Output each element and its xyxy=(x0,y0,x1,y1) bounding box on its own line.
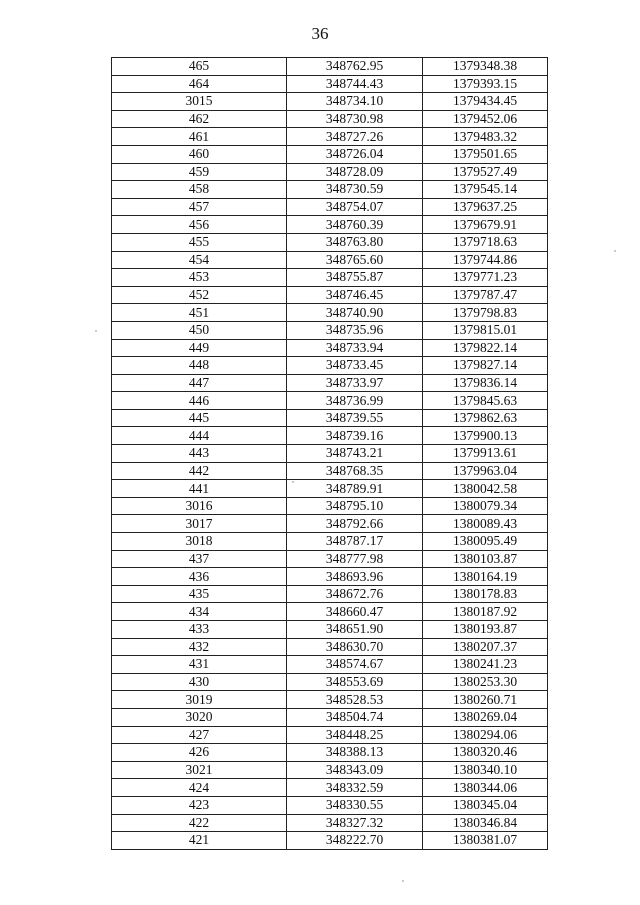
y-coordinate-cell: 1379836.14 xyxy=(423,374,548,392)
point-number-cell: 427 xyxy=(112,726,287,744)
y-coordinate-cell: 1380253.30 xyxy=(423,673,548,691)
table-row xyxy=(112,796,548,814)
table-row xyxy=(112,233,548,251)
y-coordinate-cell: 1380345.04 xyxy=(423,796,548,814)
y-coordinate-cell: 1379545.14 xyxy=(423,181,548,199)
point-number-cell: 3018 xyxy=(112,533,287,551)
point-number-cell: 421 xyxy=(112,832,287,850)
y-coordinate-cell: 1380207.37 xyxy=(423,638,548,656)
coordinates-table-body xyxy=(112,58,548,850)
x-coordinate-cell: 348730.59 xyxy=(287,181,423,199)
table-row xyxy=(112,533,548,551)
y-coordinate-cell: 1380193.87 xyxy=(423,621,548,639)
point-number-cell: 462 xyxy=(112,110,287,128)
y-coordinate-cell: 1380320.46 xyxy=(423,744,548,762)
x-coordinate-cell: 348553.69 xyxy=(287,673,423,691)
table-row xyxy=(112,726,548,744)
x-coordinate-cell: 348743.21 xyxy=(287,445,423,463)
table-row xyxy=(112,216,548,234)
point-number-cell: 455 xyxy=(112,233,287,251)
point-number-cell: 436 xyxy=(112,568,287,586)
y-coordinate-cell: 1379862.63 xyxy=(423,409,548,427)
x-coordinate-cell: 348746.45 xyxy=(287,286,423,304)
table-row xyxy=(112,58,548,76)
point-number-cell: 459 xyxy=(112,163,287,181)
y-coordinate-cell: 1379483.32 xyxy=(423,128,548,146)
y-coordinate-cell: 1379393.15 xyxy=(423,75,548,93)
coordinates-table xyxy=(111,57,548,850)
point-number-cell: 3015 xyxy=(112,93,287,111)
table-row xyxy=(112,691,548,709)
x-coordinate-cell: 348388.13 xyxy=(287,744,423,762)
table-row xyxy=(112,198,548,216)
y-coordinate-cell: 1379827.14 xyxy=(423,357,548,375)
x-coordinate-cell: 348728.09 xyxy=(287,163,423,181)
table-row xyxy=(112,321,548,339)
point-number-cell: 424 xyxy=(112,779,287,797)
y-coordinate-cell: 1379815.01 xyxy=(423,321,548,339)
y-coordinate-cell: 1379771.23 xyxy=(423,269,548,287)
point-number-cell: 448 xyxy=(112,357,287,375)
x-coordinate-cell: 348727.26 xyxy=(287,128,423,146)
point-number-cell: 426 xyxy=(112,744,287,762)
y-coordinate-cell: 1380079.34 xyxy=(423,497,548,515)
point-number-cell: 437 xyxy=(112,550,287,568)
y-coordinate-cell: 1379637.25 xyxy=(423,198,548,216)
page-number: 36 xyxy=(311,24,329,43)
table-row xyxy=(112,339,548,357)
table-row xyxy=(112,761,548,779)
x-coordinate-cell: 348735.96 xyxy=(287,321,423,339)
table-row xyxy=(112,163,548,181)
table-row xyxy=(112,427,548,445)
x-coordinate-cell: 348630.70 xyxy=(287,638,423,656)
x-coordinate-cell: 348760.39 xyxy=(287,216,423,234)
table-row xyxy=(112,75,548,93)
x-coordinate-cell: 348789.91 xyxy=(287,480,423,498)
table-row xyxy=(112,585,548,603)
y-coordinate-cell: 1380269.04 xyxy=(423,708,548,726)
point-number-cell: 449 xyxy=(112,339,287,357)
table-row xyxy=(112,93,548,111)
x-coordinate-cell: 348762.95 xyxy=(287,58,423,76)
table-row xyxy=(112,744,548,762)
x-coordinate-cell: 348734.10 xyxy=(287,93,423,111)
table-row xyxy=(112,110,548,128)
scan-speck xyxy=(95,330,97,332)
x-coordinate-cell: 348327.32 xyxy=(287,814,423,832)
y-coordinate-cell: 1379963.04 xyxy=(423,462,548,480)
x-coordinate-cell: 348733.45 xyxy=(287,357,423,375)
table-row xyxy=(112,550,548,568)
table-row xyxy=(112,480,548,498)
x-coordinate-cell: 348343.09 xyxy=(287,761,423,779)
y-coordinate-cell: 1380178.83 xyxy=(423,585,548,603)
point-number-cell: 465 xyxy=(112,58,287,76)
y-coordinate-cell: 1379798.83 xyxy=(423,304,548,322)
scan-speck xyxy=(402,880,404,882)
table-row xyxy=(112,656,548,674)
point-number-cell: 452 xyxy=(112,286,287,304)
x-coordinate-cell: 348672.76 xyxy=(287,585,423,603)
y-coordinate-cell: 1380260.71 xyxy=(423,691,548,709)
x-coordinate-cell: 348528.53 xyxy=(287,691,423,709)
y-coordinate-cell: 1380381.07 xyxy=(423,832,548,850)
x-coordinate-cell: 348660.47 xyxy=(287,603,423,621)
y-coordinate-cell: 1379452.06 xyxy=(423,110,548,128)
table-row xyxy=(112,145,548,163)
x-coordinate-cell: 348795.10 xyxy=(287,497,423,515)
table-row xyxy=(112,374,548,392)
table-row xyxy=(112,673,548,691)
point-number-cell: 430 xyxy=(112,673,287,691)
table-row xyxy=(112,497,548,515)
x-coordinate-cell: 348733.97 xyxy=(287,374,423,392)
x-coordinate-cell: 348736.99 xyxy=(287,392,423,410)
table-row xyxy=(112,392,548,410)
table-row xyxy=(112,357,548,375)
y-coordinate-cell: 1380042.58 xyxy=(423,480,548,498)
point-number-cell: 443 xyxy=(112,445,287,463)
point-number-cell: 3019 xyxy=(112,691,287,709)
scan-speck xyxy=(614,250,616,252)
x-coordinate-cell: 348740.90 xyxy=(287,304,423,322)
point-number-cell: 422 xyxy=(112,814,287,832)
table-row xyxy=(112,251,548,269)
table-row xyxy=(112,286,548,304)
table-row xyxy=(112,814,548,832)
table-row xyxy=(112,304,548,322)
x-coordinate-cell: 348765.60 xyxy=(287,251,423,269)
point-number-cell: 3016 xyxy=(112,497,287,515)
point-number-cell: 431 xyxy=(112,656,287,674)
y-coordinate-cell: 1380294.06 xyxy=(423,726,548,744)
table-row xyxy=(112,708,548,726)
y-coordinate-cell: 1379900.13 xyxy=(423,427,548,445)
x-coordinate-cell: 348330.55 xyxy=(287,796,423,814)
point-number-cell: 3021 xyxy=(112,761,287,779)
point-number-cell: 434 xyxy=(112,603,287,621)
y-coordinate-cell: 1380103.87 xyxy=(423,550,548,568)
y-coordinate-cell: 1380346.84 xyxy=(423,814,548,832)
point-number-cell: 461 xyxy=(112,128,287,146)
point-number-cell: 464 xyxy=(112,75,287,93)
point-number-cell: 433 xyxy=(112,621,287,639)
x-coordinate-cell: 348332.59 xyxy=(287,779,423,797)
point-number-cell: 3020 xyxy=(112,708,287,726)
x-coordinate-cell: 348739.16 xyxy=(287,427,423,445)
point-number-cell: 451 xyxy=(112,304,287,322)
x-coordinate-cell: 348792.66 xyxy=(287,515,423,533)
x-coordinate-cell: 348755.87 xyxy=(287,269,423,287)
x-coordinate-cell: 348504.74 xyxy=(287,708,423,726)
y-coordinate-cell: 1379679.91 xyxy=(423,216,548,234)
y-coordinate-cell: 1380344.06 xyxy=(423,779,548,797)
y-coordinate-cell: 1380187.92 xyxy=(423,603,548,621)
x-coordinate-cell: 348448.25 xyxy=(287,726,423,744)
y-coordinate-cell: 1379434.45 xyxy=(423,93,548,111)
x-coordinate-cell: 348730.98 xyxy=(287,110,423,128)
x-coordinate-cell: 348574.67 xyxy=(287,656,423,674)
x-coordinate-cell: 348693.96 xyxy=(287,568,423,586)
point-number-cell: 441 xyxy=(112,480,287,498)
point-number-cell: 460 xyxy=(112,145,287,163)
y-coordinate-cell: 1379501.65 xyxy=(423,145,548,163)
x-coordinate-cell: 348651.90 xyxy=(287,621,423,639)
point-number-cell: 423 xyxy=(112,796,287,814)
x-coordinate-cell: 348763.80 xyxy=(287,233,423,251)
table-row xyxy=(112,269,548,287)
y-coordinate-cell: 1380340.10 xyxy=(423,761,548,779)
point-number-cell: 442 xyxy=(112,462,287,480)
table-row xyxy=(112,568,548,586)
y-coordinate-cell: 1379787.47 xyxy=(423,286,548,304)
table-row xyxy=(112,462,548,480)
point-number-cell: 454 xyxy=(112,251,287,269)
x-coordinate-cell: 348733.94 xyxy=(287,339,423,357)
point-number-cell: 432 xyxy=(112,638,287,656)
table-row xyxy=(112,638,548,656)
table-row xyxy=(112,445,548,463)
table-row xyxy=(112,515,548,533)
y-coordinate-cell: 1379348.38 xyxy=(423,58,548,76)
point-number-cell: 458 xyxy=(112,181,287,199)
y-coordinate-cell: 1379527.49 xyxy=(423,163,548,181)
y-coordinate-cell: 1380095.49 xyxy=(423,533,548,551)
y-coordinate-cell: 1379845.63 xyxy=(423,392,548,410)
y-coordinate-cell: 1380241.23 xyxy=(423,656,548,674)
point-number-cell: 446 xyxy=(112,392,287,410)
scan-speck xyxy=(292,481,294,483)
point-number-cell: 444 xyxy=(112,427,287,445)
table-row xyxy=(112,409,548,427)
point-number-cell: 445 xyxy=(112,409,287,427)
x-coordinate-cell: 348739.55 xyxy=(287,409,423,427)
y-coordinate-cell: 1379913.61 xyxy=(423,445,548,463)
table-row xyxy=(112,779,548,797)
point-number-cell: 447 xyxy=(112,374,287,392)
table-row xyxy=(112,621,548,639)
y-coordinate-cell: 1380164.19 xyxy=(423,568,548,586)
point-number-cell: 435 xyxy=(112,585,287,603)
x-coordinate-cell: 348754.07 xyxy=(287,198,423,216)
x-coordinate-cell: 348768.35 xyxy=(287,462,423,480)
table-row xyxy=(112,128,548,146)
x-coordinate-cell: 348777.98 xyxy=(287,550,423,568)
table-row xyxy=(112,181,548,199)
table-row xyxy=(112,603,548,621)
y-coordinate-cell: 1380089.43 xyxy=(423,515,548,533)
y-coordinate-cell: 1379718.63 xyxy=(423,233,548,251)
x-coordinate-cell: 348222.70 xyxy=(287,832,423,850)
x-coordinate-cell: 348726.04 xyxy=(287,145,423,163)
x-coordinate-cell: 348787.17 xyxy=(287,533,423,551)
point-number-cell: 3017 xyxy=(112,515,287,533)
y-coordinate-cell: 1379744.86 xyxy=(423,251,548,269)
point-number-cell: 450 xyxy=(112,321,287,339)
point-number-cell: 457 xyxy=(112,198,287,216)
point-number-cell: 456 xyxy=(112,216,287,234)
x-coordinate-cell: 348744.43 xyxy=(287,75,423,93)
table-row xyxy=(112,832,548,850)
y-coordinate-cell: 1379822.14 xyxy=(423,339,548,357)
point-number-cell: 453 xyxy=(112,269,287,287)
